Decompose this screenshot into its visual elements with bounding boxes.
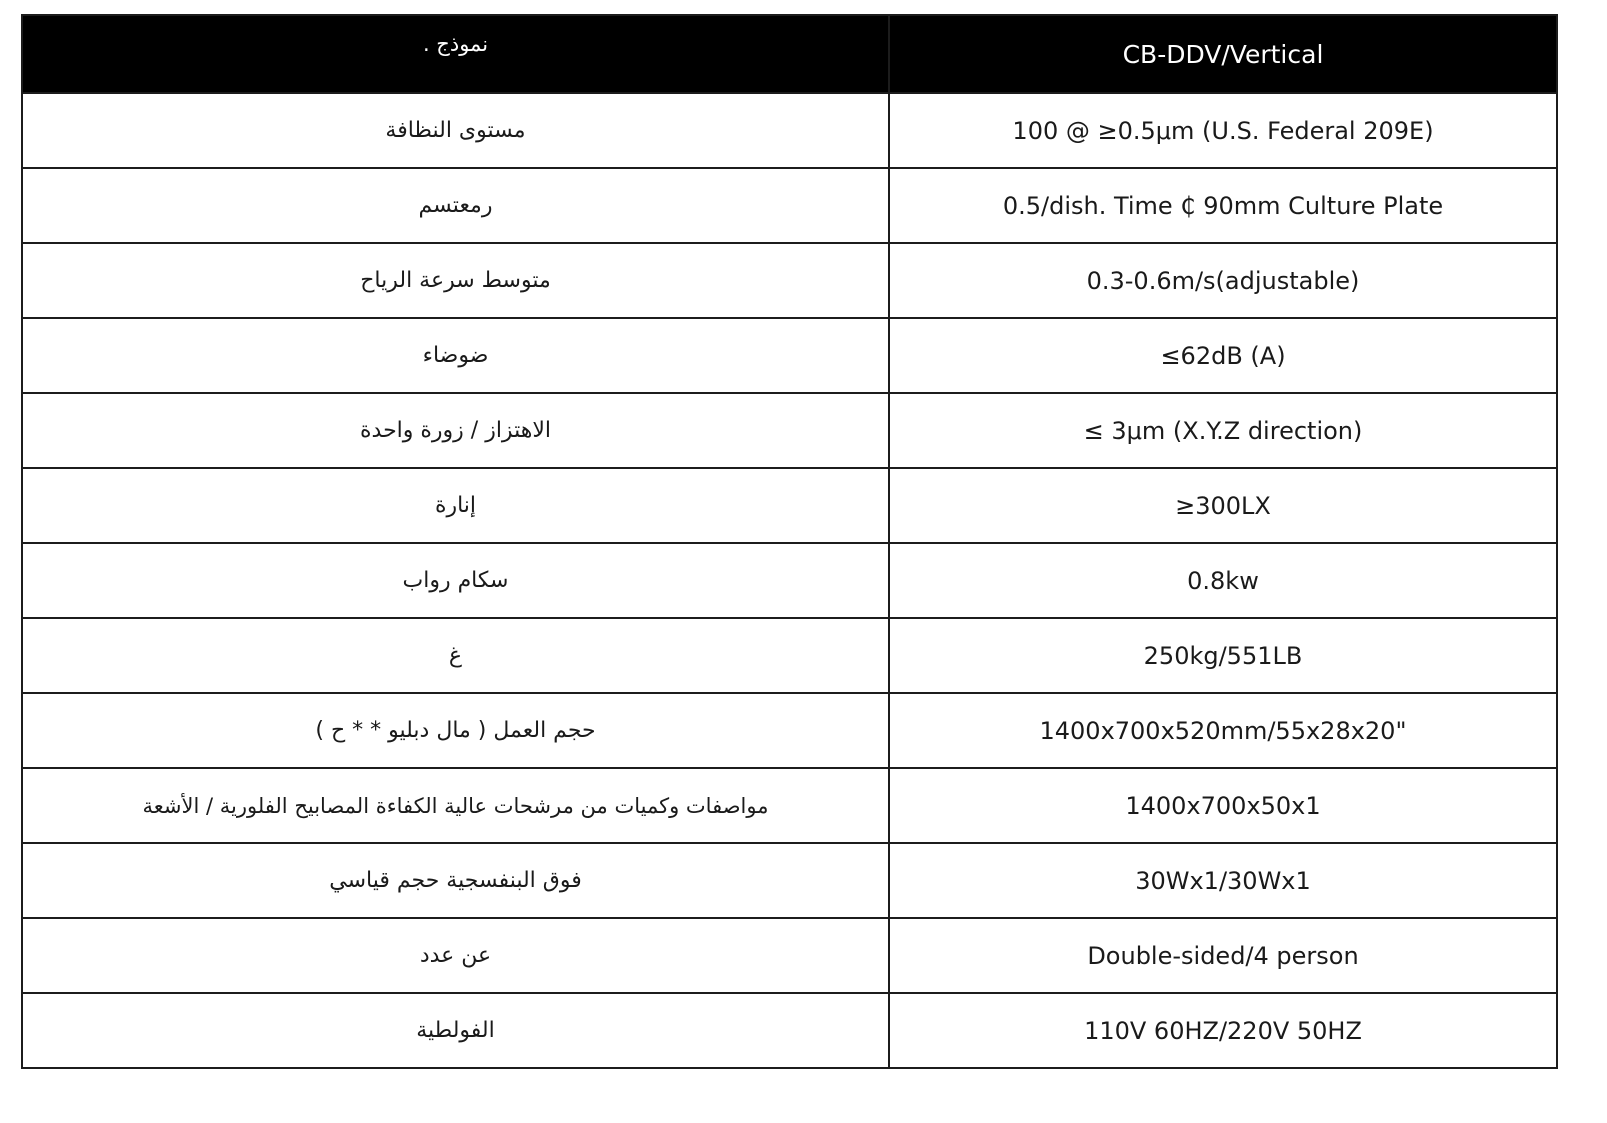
table-row xyxy=(22,693,1557,768)
spec-value: 100 @ ≥0.5μm (U.S. Federal 209E) xyxy=(889,93,1557,168)
table-row xyxy=(22,993,1557,1068)
table-row xyxy=(22,843,1557,918)
spec-value: ≤62dB (A) xyxy=(889,318,1557,393)
spec-value: ≥300LX xyxy=(889,468,1557,543)
header-model-cell xyxy=(889,15,1557,93)
spec-value: 1400x700x520mm/55x28x20" xyxy=(889,693,1557,768)
table-row xyxy=(22,168,1557,243)
spec-label: فوق البنفسجية حجم قياسي xyxy=(22,843,889,918)
spec-value: 110V 60HZ/220V 50HZ xyxy=(889,993,1557,1068)
spec-label: عن عدد xyxy=(22,918,889,993)
header-label-cell xyxy=(22,15,889,93)
spec-label: مواصفات وكميات من مرشحات عالية الكفاءة المصابيح الفلورية / الأشعة xyxy=(22,768,889,843)
table-row xyxy=(22,318,1557,393)
spec-value: 250kg/551LB xyxy=(889,618,1557,693)
header-label: نموذج . xyxy=(422,32,489,56)
table-row xyxy=(22,468,1557,543)
spec-label: متوسط سرعة الرياح xyxy=(22,243,889,318)
spec-value: 0.5/dish. Time ₵ 90mm Culture Plate xyxy=(889,168,1557,243)
spec-label: إنارة xyxy=(22,468,889,543)
header-model: CB-DDV/Vertical xyxy=(1122,39,1324,69)
table-row xyxy=(22,243,1557,318)
spec-label: مستوى النظافة xyxy=(22,93,889,168)
spec-value: 0.3-0.6m/s(adjustable) xyxy=(889,243,1557,318)
spec-value: 30Wx1/30Wx1 xyxy=(889,843,1557,918)
table-row xyxy=(22,768,1557,843)
spec-label: الاهتزاز / زورة واحدة xyxy=(22,393,889,468)
spec-value: 0.8kw xyxy=(889,543,1557,618)
spec-table xyxy=(21,14,1558,1069)
spec-value: 1400x700x50x1 xyxy=(889,768,1557,843)
table-row xyxy=(22,618,1557,693)
spec-label: رمعتسم xyxy=(22,168,889,243)
spec-label: ضوضاء xyxy=(22,318,889,393)
spec-label: الفولطية xyxy=(22,993,889,1068)
spec-label: غ xyxy=(22,618,889,693)
spec-value: ≤ 3μm (X.Y.Z direction) xyxy=(889,393,1557,468)
table-row xyxy=(22,93,1557,168)
table-row xyxy=(22,393,1557,468)
table-row xyxy=(22,543,1557,618)
table-row xyxy=(22,918,1557,993)
spec-label: حجم العمل ( مال دبليو * * ح ) xyxy=(22,693,889,768)
spec-label: سكام رواب xyxy=(22,543,889,618)
spec-value: Double-sided/4 person xyxy=(889,918,1557,993)
table-header-row xyxy=(22,15,1557,93)
